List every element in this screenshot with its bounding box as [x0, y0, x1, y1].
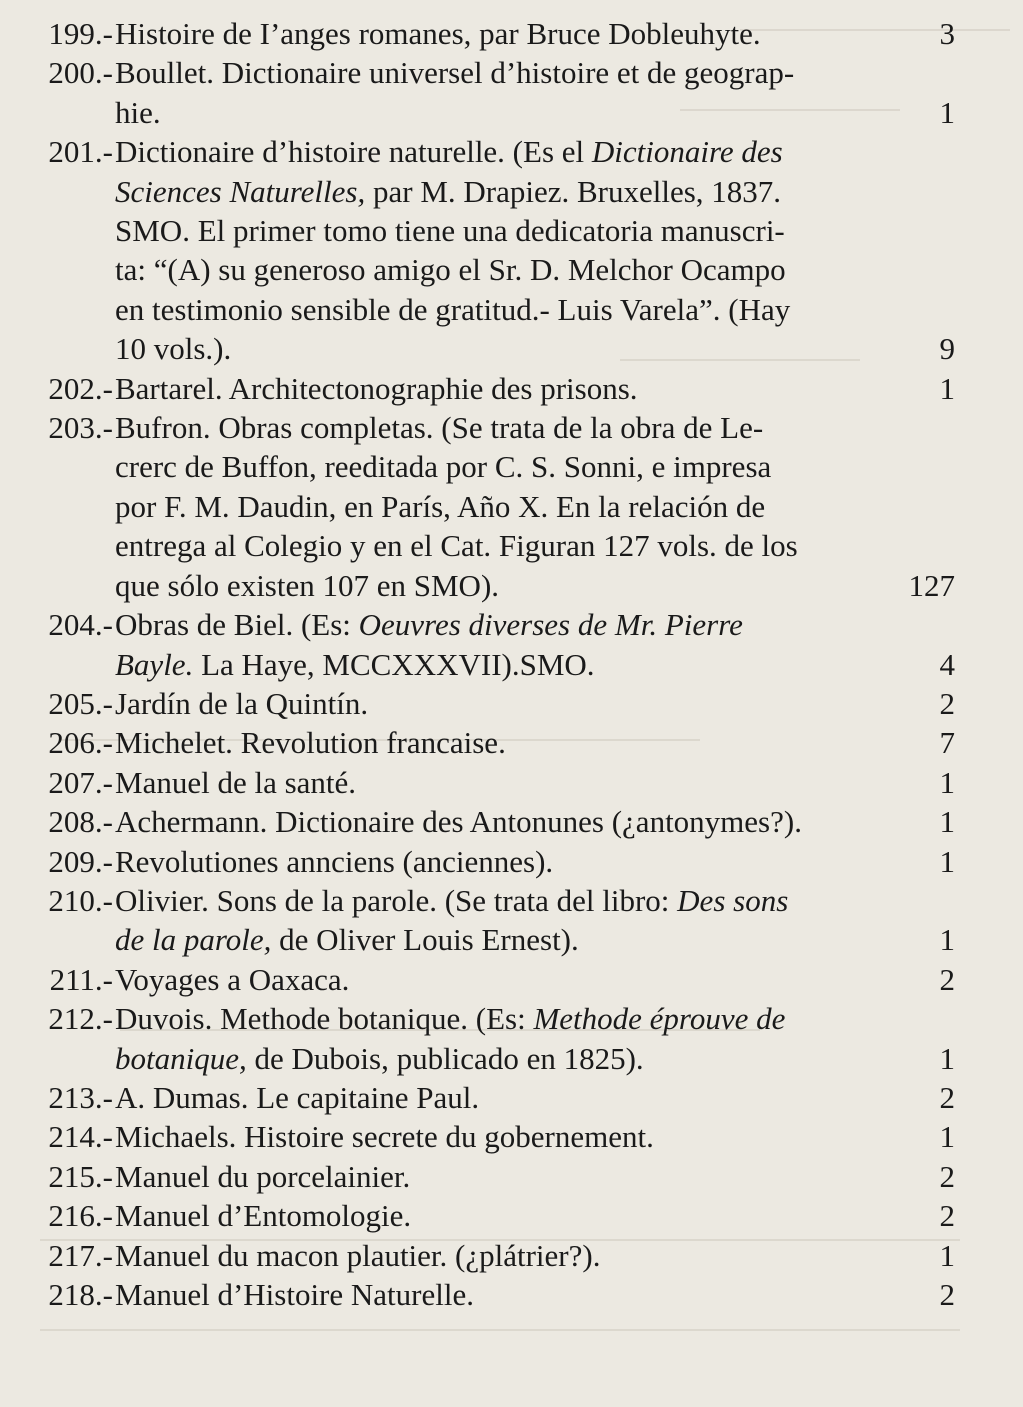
- text-segment: que sólo existen 107 en SMO).: [115, 567, 500, 603]
- text-segment: Revolutiones annciens (anciennes).: [115, 843, 554, 879]
- volume-count: 4: [939, 646, 955, 682]
- entry-line: [115, 999, 885, 1038]
- entry-line: [115, 723, 885, 762]
- text-segment: Obras de Biel. (Es:: [115, 607, 359, 643]
- entry-line: [115, 684, 885, 723]
- entry-line: [115, 329, 885, 368]
- entry-description: [113, 1117, 885, 1156]
- text-segment: Manuel du macon plautier. (¿plátrier?).: [115, 1237, 601, 1273]
- text-segment: entrega al Colegio y en el Cat. Figuran 127 vols. de los: [115, 528, 798, 564]
- catalog-entry: [18, 1196, 978, 1235]
- entry-description: [113, 1275, 885, 1314]
- text-segment: Voyages a Oaxaca.: [115, 961, 350, 997]
- text-segment: Manuel d’Entomologie.: [115, 1198, 412, 1234]
- text-segment: Bartarel. Architectonographie des prisons.: [115, 370, 638, 406]
- italic-title: Dictionaire des: [591, 134, 783, 170]
- catalog-entry: [18, 802, 978, 841]
- entry-line: [115, 605, 885, 644]
- entry-description: [113, 408, 885, 605]
- volume-count: 1: [939, 804, 955, 840]
- entry-description: [113, 14, 885, 53]
- entry-description: [113, 53, 885, 132]
- entry-line: [115, 172, 885, 211]
- entry-number: 199.-: [48, 16, 113, 51]
- text-segment: par M. Drapiez. Bruxelles, 1837.: [365, 173, 782, 209]
- entry-description: [113, 763, 885, 802]
- entry-number: 216.-: [48, 1198, 113, 1234]
- text-segment: La Haye, MCCXXXVII).SMO.: [193, 646, 595, 682]
- entry-line: [115, 763, 885, 802]
- entry-number: 204.-: [48, 607, 113, 643]
- entry-number: 206.-: [48, 725, 113, 761]
- volume-count: 2: [939, 1079, 955, 1115]
- italic-title: Des sons: [677, 882, 789, 918]
- entry-description: [113, 881, 885, 960]
- volume-count: 1: [939, 922, 955, 958]
- catalog-page: [18, 14, 978, 1314]
- catalog-entry: [18, 1236, 978, 1275]
- catalog-entry: [18, 960, 978, 999]
- text-segment: en testimonio sensible de gratitud.- Luis Varela”. (Hay: [115, 291, 791, 327]
- text-segment: Bufron. Obras completas. (Se trata de la obra de Le-: [115, 410, 764, 446]
- catalog-entry: [18, 999, 978, 1078]
- entry-line: [115, 645, 885, 684]
- entry-description: [113, 723, 885, 762]
- entry-description: [113, 605, 885, 684]
- entry-line: [115, 53, 885, 92]
- volume-count: 3: [939, 16, 955, 51]
- entry-line: [115, 1236, 885, 1275]
- entry-number: 201.-: [48, 134, 113, 170]
- text-segment: SMO. El primer tomo tiene una dedicatoria manuscri-: [115, 213, 785, 249]
- volume-count: 1: [939, 764, 955, 800]
- entry-line: [115, 1275, 885, 1314]
- italic-title: Methode éprouve de: [533, 1001, 786, 1037]
- entry-description: [113, 960, 885, 999]
- entry-line: [115, 960, 885, 999]
- entry-line: [115, 93, 885, 132]
- entry-number: 208.-: [48, 804, 113, 840]
- italic-title: de la parole,: [115, 922, 272, 958]
- volume-count: 1: [939, 843, 955, 879]
- catalog-entry: [18, 53, 978, 132]
- volume-count: 7: [939, 725, 955, 761]
- text-segment: de Dubois, publicado en 1825).: [246, 1040, 644, 1076]
- entry-line: [115, 211, 885, 250]
- italic-title: Bayle.: [115, 646, 194, 682]
- catalog-entry: [18, 1275, 978, 1314]
- entry-line: [115, 1157, 885, 1196]
- volume-count: 2: [939, 961, 955, 997]
- text-segment: Michelet. Revolution francaise.: [115, 725, 506, 761]
- text-segment: A. Dumas. Le capitaine Paul.: [115, 1079, 480, 1115]
- volume-count: 1: [939, 1040, 955, 1076]
- volume-count: 1: [939, 1119, 955, 1155]
- italic-title: Oeuvres diverses de Mr. Pierre: [358, 607, 743, 643]
- catalog-entry: [18, 842, 978, 881]
- volume-count: 9: [939, 331, 955, 367]
- catalog-entry: [18, 369, 978, 408]
- text-segment: crerc de Buffon, reeditada por C. S. Sonni, e impresa: [115, 449, 772, 485]
- entry-line: [115, 842, 885, 881]
- entry-line: [115, 566, 885, 605]
- entry-line: [115, 14, 885, 53]
- text-segment: Jardín de la Quintín.: [115, 685, 369, 721]
- entry-line: [115, 1196, 885, 1235]
- entry-line: [115, 487, 885, 526]
- text-segment: Manuel d’Histoire Naturelle.: [115, 1277, 474, 1312]
- entry-description: [113, 684, 885, 723]
- entry-line: [115, 132, 885, 171]
- entry-number: 215.-: [48, 1158, 113, 1194]
- text-segment: Olivier. Sons de la parole. (Se trata del libro:: [115, 882, 678, 918]
- entry-line: [115, 1117, 885, 1156]
- volume-count: 2: [939, 685, 955, 721]
- entry-description: [113, 1196, 885, 1235]
- entry-line: [115, 1039, 885, 1078]
- text-segment: Boullet. Dictionaire universel d’histoire et de geograp-: [115, 55, 795, 91]
- italic-title: Sciences Naturelles,: [115, 173, 366, 209]
- entry-number: 202.-: [48, 370, 113, 406]
- volume-count: 1: [939, 94, 955, 130]
- entry-number: 212.-: [48, 1001, 113, 1037]
- entry-description: [113, 369, 885, 408]
- entry-description: [113, 802, 885, 841]
- text-segment: por F. M. Daudin, en París, Año X. En la relación de: [115, 488, 766, 524]
- entry-description: [113, 1157, 885, 1196]
- entry-line: [115, 369, 885, 408]
- entry-number: 200.-: [48, 55, 113, 91]
- catalog-entry: [18, 1157, 978, 1196]
- entry-number: 209.-: [48, 843, 113, 879]
- entry-number: 207.-: [48, 764, 113, 800]
- entry-number: 205.-: [48, 685, 113, 721]
- catalog-entry: [18, 14, 978, 53]
- italic-title: botanique,: [115, 1040, 247, 1076]
- volume-count: 2: [939, 1158, 955, 1194]
- text-segment: ta: “(A) su generoso amigo el Sr. D. Melchor Ocampo: [115, 252, 786, 288]
- text-segment: 10 vols.).: [115, 331, 232, 367]
- entry-number: 214.-: [48, 1119, 113, 1155]
- catalog-entry: [18, 408, 978, 605]
- entry-number: 218.-: [48, 1277, 113, 1312]
- entry-description: [113, 132, 885, 368]
- entry-description: [113, 1236, 885, 1275]
- entry-line: [115, 526, 885, 565]
- text-segment: hie.: [115, 94, 161, 130]
- catalog-entry: [18, 881, 978, 960]
- text-segment: de Oliver Louis Ernest).: [271, 922, 579, 958]
- text-segment: Manuel du porcelainier.: [115, 1158, 411, 1194]
- volume-count: 1: [939, 370, 955, 406]
- catalog-entry: [18, 723, 978, 762]
- entry-description: [113, 842, 885, 881]
- entry-description: [113, 1078, 885, 1117]
- text-segment: Michaels. Histoire secrete du gobernement.: [115, 1119, 654, 1155]
- volume-count: 1: [939, 1237, 955, 1273]
- entry-line: [115, 1078, 885, 1117]
- text-segment: Manuel de la santé.: [115, 764, 357, 800]
- entry-number: 210.-: [48, 882, 113, 918]
- entry-number: 217.-: [48, 1237, 113, 1273]
- catalog-entry: [18, 132, 978, 368]
- text-segment: Dictionaire d’histoire naturelle. (Es el: [115, 134, 592, 170]
- volume-count: 127: [908, 567, 955, 603]
- entry-number: 203.-: [48, 410, 113, 446]
- entry-line: [115, 408, 885, 447]
- entry-line: [115, 920, 885, 959]
- text-segment: Duvois. Methode botanique. (Es:: [115, 1001, 534, 1037]
- entry-line: [115, 881, 885, 920]
- entry-line: [115, 447, 885, 486]
- catalog-entry: [18, 605, 978, 684]
- entry-line: [115, 802, 885, 841]
- catalog-entry: [18, 763, 978, 802]
- entry-number: 213.-: [48, 1079, 113, 1115]
- catalog-entry: [18, 1117, 978, 1156]
- volume-count: 2: [939, 1277, 955, 1312]
- catalog-entry: [18, 1078, 978, 1117]
- text-segment: Histoire de I’anges romanes, par Bruce Dobleuhyte.: [115, 16, 761, 51]
- entry-line: [115, 250, 885, 289]
- text-segment: Achermann. Dictionaire des Antonunes (¿antonymes?).: [115, 804, 802, 840]
- entry-description: [113, 999, 885, 1078]
- volume-count: 2: [939, 1198, 955, 1234]
- entry-number: 211.-: [49, 961, 113, 997]
- entry-line: [115, 290, 885, 329]
- catalog-entry: [18, 684, 978, 723]
